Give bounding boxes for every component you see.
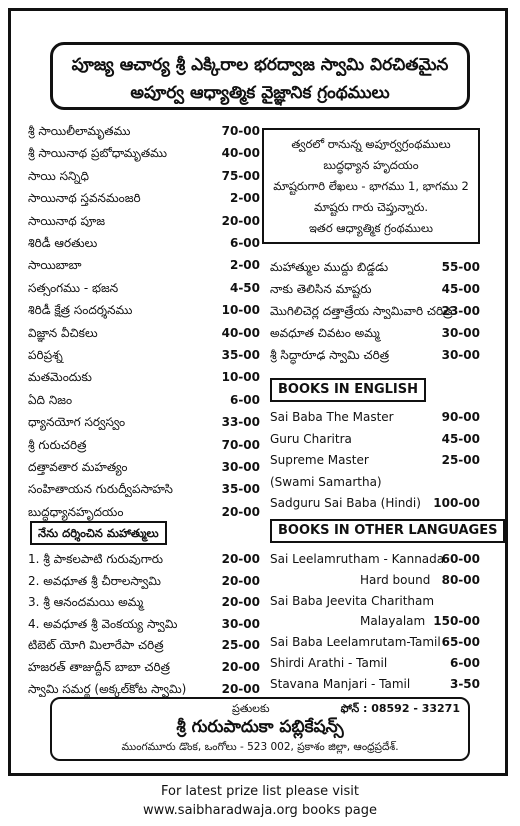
book-price: 2-00 — [229, 258, 260, 273]
book-title: విజ్ఞాన వీచికలు — [28, 325, 98, 340]
book-price: 70-00 — [221, 124, 260, 138]
book-row — [270, 571, 480, 589]
book-title: బుద్ధధ్యానహృదయం — [28, 504, 124, 519]
book-price: 100-00 — [433, 496, 480, 510]
book-price: 10-00 — [221, 303, 260, 318]
book-price: 35-00 — [221, 348, 260, 362]
copies-label: ప్రతులకు — [232, 702, 270, 715]
book-title: శ్రీ సాయినాథ ప్రబోధామృతము — [28, 146, 168, 161]
book-row — [270, 346, 480, 364]
book-title: (Swami Samartha) — [270, 474, 382, 489]
mahatmulu-heading: నేను దర్శించిన మహాత్ములు — [30, 521, 167, 545]
book-row — [270, 612, 480, 630]
book-title: Supreme Master — [270, 453, 369, 467]
book-title: 2. అవధూత శ్రీ చీరాలస్వామి — [28, 573, 161, 588]
book-title: సాయినాథ పూజ — [28, 213, 106, 228]
book-title: Guru Charitra — [270, 431, 352, 446]
book-price: 60-00 — [441, 552, 480, 566]
book-title: సాయిబాబా — [28, 258, 82, 273]
book-title: సంహితాయన గురుద్వీపసాహసి — [28, 482, 173, 497]
book-price: 20-00 — [221, 213, 260, 228]
book-title: Sadguru Sai Baba (Hindi) — [270, 496, 421, 510]
book-price: 6-00 — [229, 236, 260, 250]
book-title: నాకు తెలిసిన మాష్టరు — [270, 282, 372, 296]
book-title: పరిప్రశ్న — [28, 348, 63, 362]
book-title: శ్రీ సిద్ధారూఢ స్వామి చరిత్ర — [270, 348, 390, 362]
book-title: మొగిలిచెర్ల దత్తాత్రేయ స్వామివారి చరిత్ర — [270, 304, 453, 318]
book-title: Stavana Manjari - Tamil — [270, 676, 411, 691]
book-row — [28, 680, 260, 698]
book-title: శ్రీ సాయిలీలామృతము — [28, 124, 131, 138]
book-row — [28, 436, 260, 454]
book-row — [28, 593, 260, 611]
book-price: 6-00 — [449, 656, 480, 670]
book-row — [270, 550, 480, 568]
book-row — [270, 592, 480, 610]
book-row — [28, 279, 260, 297]
note-line: బుద్ధధ్యాన హృదయం — [323, 158, 419, 172]
book-price: 10-00 — [221, 370, 260, 385]
book-title: Sai Leelamrutham - Kannada — [270, 552, 445, 566]
book-title: 1. శ్రీ పాకలపాటి గురువుగారు — [28, 552, 164, 566]
title-line-2: అపూర్వ ఆధ్యాత్మిక వైజ్ఞానిక గ్రంథములు — [130, 83, 390, 103]
book-price: 30-00 — [441, 348, 480, 362]
book-row — [28, 636, 260, 654]
note-line: మాష్టరుగారి లేఖలు - భాగము 1, భాగము 2 — [273, 179, 469, 193]
book-row — [270, 451, 480, 469]
book-title: Sai Baba Jeevita Charitham — [270, 593, 435, 608]
book-row — [28, 122, 260, 140]
book-price: 70-00 — [221, 437, 260, 452]
book-title: సాయినాథ స్తవనమంజరి — [28, 191, 141, 206]
book-price: 150-00 — [433, 614, 480, 629]
book-row — [28, 368, 260, 386]
book-title: 3. శ్రీ ఆనందమయి అమ్మ — [28, 595, 144, 610]
book-row — [28, 189, 260, 207]
book-row — [270, 473, 480, 491]
book-price: 33-00 — [221, 415, 260, 430]
book-price: 80-00 — [441, 572, 480, 587]
book-row — [28, 391, 260, 409]
book-title: సత్సంగము - భజన — [28, 280, 119, 295]
other-languages-heading: BOOKS IN OTHER LANGUAGES — [270, 519, 505, 543]
book-price: 40-00 — [221, 146, 260, 161]
book-price: 30-00 — [221, 616, 260, 631]
publisher-footer — [50, 697, 470, 761]
book-price: 25-00 — [221, 638, 260, 653]
book-price: 75-00 — [221, 168, 260, 183]
book-title: ఏది నిజం — [28, 392, 73, 407]
book-price: 45-00 — [441, 282, 480, 296]
book-row — [270, 494, 480, 512]
book-title: హజరత్ తాజుద్దీన్ బాబా చరిత్ర — [28, 660, 170, 674]
book-row — [270, 324, 480, 342]
book-price: 45-00 — [441, 431, 480, 446]
book-price: 25-00 — [441, 453, 480, 467]
book-price: 65-00 — [441, 635, 480, 650]
book-title: 4. అవధూత శ్రీ వెంకయ్య స్వామి — [28, 616, 178, 631]
book-price: 6-00 — [229, 392, 260, 407]
book-price: 30-00 — [441, 326, 480, 340]
book-row — [270, 633, 480, 651]
book-title: సాయి సన్నిధి — [28, 168, 90, 183]
book-title: ధ్యానయోగ సర్వస్వం — [28, 415, 126, 430]
book-title: దత్తావతార మహత్యం — [28, 460, 128, 474]
book-price: 3-50 — [449, 676, 480, 691]
book-row — [28, 324, 260, 342]
upcoming-books-note — [262, 128, 480, 244]
book-row — [28, 167, 260, 185]
book-price: 20-00 — [221, 660, 260, 674]
book-row — [28, 480, 260, 498]
caption-line-1: For latest prize list please visit — [160, 784, 360, 799]
book-price: 20-00 — [221, 595, 260, 610]
book-title: మహాత్ముల ముద్దు బిడ్డడు — [270, 260, 389, 274]
book-title: టిబెట్ యోగి మిలారేపా చరిత్ర — [28, 638, 164, 653]
publisher-name: శ్రీ గురుపాదుకా పబ్లికేషన్స్ — [176, 717, 344, 737]
note-line: ఇతర ఆధ్యాత్మిక గ్రంథములు — [308, 221, 434, 235]
book-title: Shirdi Arathi - Tamil — [270, 656, 388, 670]
book-price: 20-00 — [221, 552, 260, 566]
book-row — [28, 458, 260, 476]
phone-number: ఫోన్ : 08592 - 33271 — [340, 702, 460, 715]
book-row — [28, 212, 260, 230]
book-title: Sai Baba The Master — [270, 410, 394, 424]
book-price: 35-00 — [221, 482, 260, 497]
book-price: 30-00 — [221, 460, 260, 474]
book-row — [270, 408, 480, 426]
book-row — [270, 258, 480, 276]
english-heading: BOOKS IN ENGLISH — [270, 378, 426, 402]
book-row — [28, 144, 260, 162]
book-title: మతమెందుకు — [28, 370, 92, 385]
book-price: 2-00 — [229, 191, 260, 206]
book-title: శ్రీ గురుచరిత్ర — [28, 437, 87, 452]
book-row — [270, 302, 480, 320]
book-row — [270, 654, 480, 672]
note-line: త్వరలో రానున్న అపూర్వగ్రంథములు — [291, 137, 451, 151]
book-price: 20-00 — [221, 573, 260, 588]
note-line: మాష్టరు గారు చెప్తున్నారు. — [313, 200, 429, 214]
book-row — [28, 301, 260, 319]
book-row — [270, 430, 480, 448]
title-line-1: పూజ్య ఆచార్య శ్రీ ఎక్కిరాల భరద్వాజ స్వామి విరచితమైన — [71, 55, 449, 75]
book-title: శిరిడీ క్షేత్ర సందర్శనము — [28, 303, 133, 318]
book-title: అవధూత చివటం అమ్మ — [270, 326, 380, 340]
book-title: స్వామి సమర్థ (అక్కల్‌కోట స్వామి) — [28, 681, 187, 696]
book-row — [28, 346, 260, 364]
book-title: Sai Baba Leelamrutam-Tamil — [270, 635, 441, 650]
book-row — [28, 550, 260, 568]
book-row — [270, 675, 480, 693]
book-price: 20-00 — [221, 504, 260, 519]
book-row — [28, 658, 260, 676]
book-price: 90-00 — [441, 410, 480, 424]
book-row — [28, 413, 260, 431]
book-price: 23-00 — [441, 304, 480, 318]
book-row — [28, 503, 260, 521]
book-row — [28, 615, 260, 633]
caption-line-2: www.saibharadwaja.org books page — [142, 803, 378, 818]
book-title: Hard bound — [360, 572, 431, 587]
book-price: 4-50 — [229, 280, 260, 295]
book-price: 55-00 — [441, 260, 480, 274]
catalog-title — [50, 42, 470, 110]
book-row — [28, 256, 260, 274]
book-price: 20-00 — [221, 681, 260, 696]
book-price: 40-00 — [221, 325, 260, 340]
book-row — [28, 234, 260, 252]
book-title: శిరిడీ ఆరతులు — [28, 236, 98, 250]
publisher-address: ముంగమూరు డొంక, ఒంగోలు - 523 002, ప్రకాశం జిల్లా, ఆంధ్రప్రదేశ్. — [121, 741, 399, 753]
book-row — [28, 572, 260, 590]
book-row — [270, 280, 480, 298]
book-title: Malayalam — [360, 614, 426, 629]
